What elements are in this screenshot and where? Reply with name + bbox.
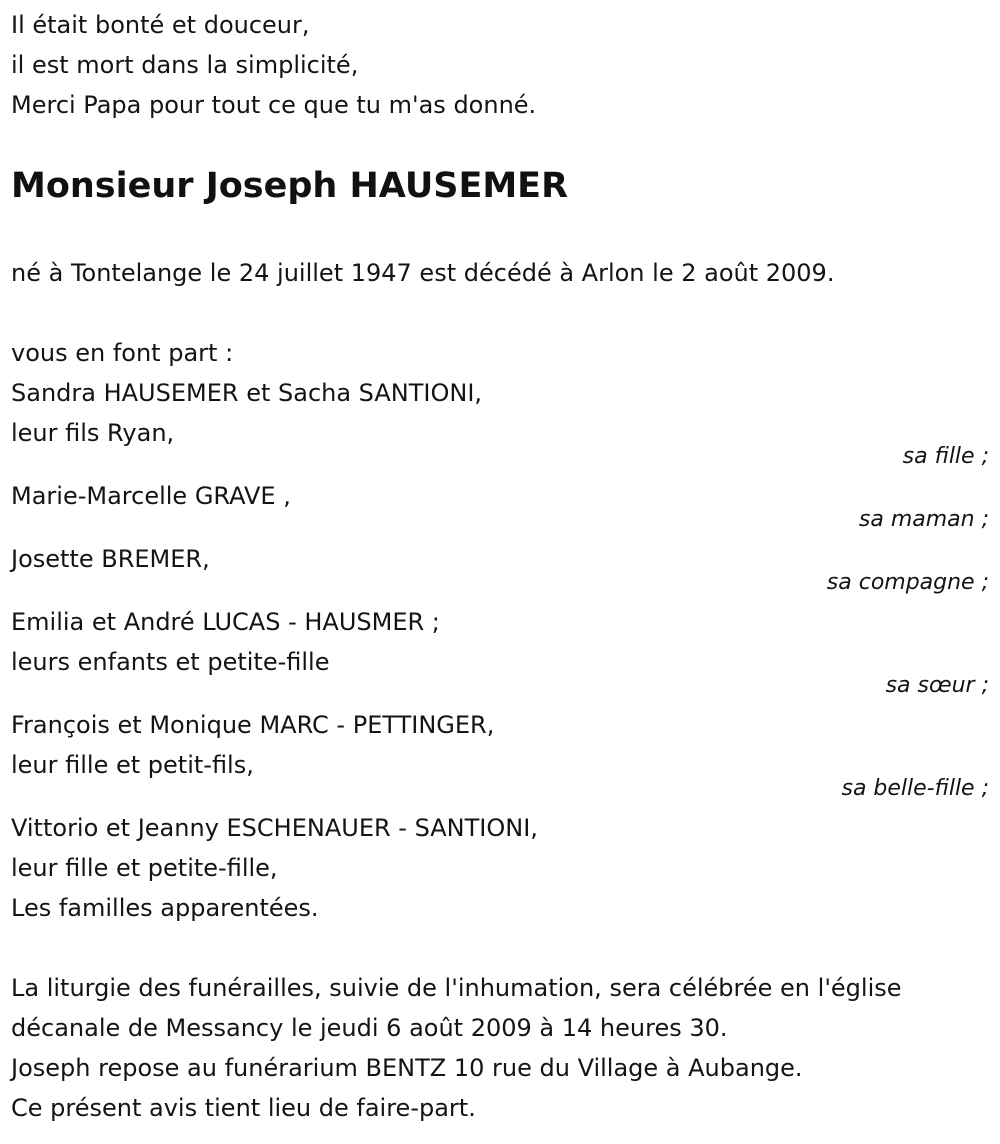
family-member-line: Emilia et André LUCAS - HAUSMER ; bbox=[11, 608, 440, 636]
family-member-line: Josette BREMER, bbox=[11, 545, 210, 573]
ceremony-line: Joseph repose au funérarium BENTZ 10 rue du Village à Aubange. bbox=[11, 1054, 803, 1082]
family-member-line: leurs enfants et petite-fille bbox=[11, 648, 330, 676]
family-member-line: Sandra HAUSEMER et Sacha SANTIONI, bbox=[11, 379, 483, 407]
family-member-line: leur fille et petit-fils, bbox=[11, 751, 254, 779]
ceremony-line: Ce présent avis tient lieu de faire-part. bbox=[11, 1094, 476, 1122]
ceremony-line: décanale de Messancy le jeudi 6 août 2009 à 14 heures 30. bbox=[11, 1014, 728, 1042]
family-relation: sa compagne ; bbox=[826, 570, 989, 595]
family-relation: sa sœur ; bbox=[885, 673, 989, 698]
family-member-line: Marie-Marcelle GRAVE , bbox=[11, 482, 291, 510]
obituary-notice bbox=[11, 0, 991, 1144]
family-relation: sa fille ; bbox=[902, 444, 989, 469]
family-relation: sa belle-fille ; bbox=[841, 776, 989, 801]
epigraph-line: Il était bonté et douceur, bbox=[11, 11, 310, 39]
birth-death-statement: né à Tontelange le 24 juillet 1947 est décédé à Arlon le 2 août 2009. bbox=[11, 259, 835, 287]
deceased-name-title: Monsieur Joseph HAUSEMER bbox=[11, 166, 569, 206]
family-relation: sa maman ; bbox=[858, 507, 989, 532]
family-member-line: Vittorio et Jeanny ESCHENAUER - SANTIONI, bbox=[11, 814, 538, 842]
family-member-line: leur fille et petite-fille, bbox=[11, 854, 278, 882]
family-member-line: leur fils Ryan, bbox=[11, 419, 175, 447]
family-member-line: François et Monique MARC - PETTINGER, bbox=[11, 711, 495, 739]
epigraph-line: Merci Papa pour tout ce que tu m'as donné. bbox=[11, 91, 537, 119]
announcement-intro: vous en font part : bbox=[11, 339, 234, 367]
epigraph-line: il est mort dans la simplicité, bbox=[11, 51, 359, 79]
ceremony-line: La liturgie des funérailles, suivie de l'inhumation, sera célébrée en l'église bbox=[11, 974, 902, 1002]
family-member-line: Les familles apparentées. bbox=[11, 894, 319, 922]
